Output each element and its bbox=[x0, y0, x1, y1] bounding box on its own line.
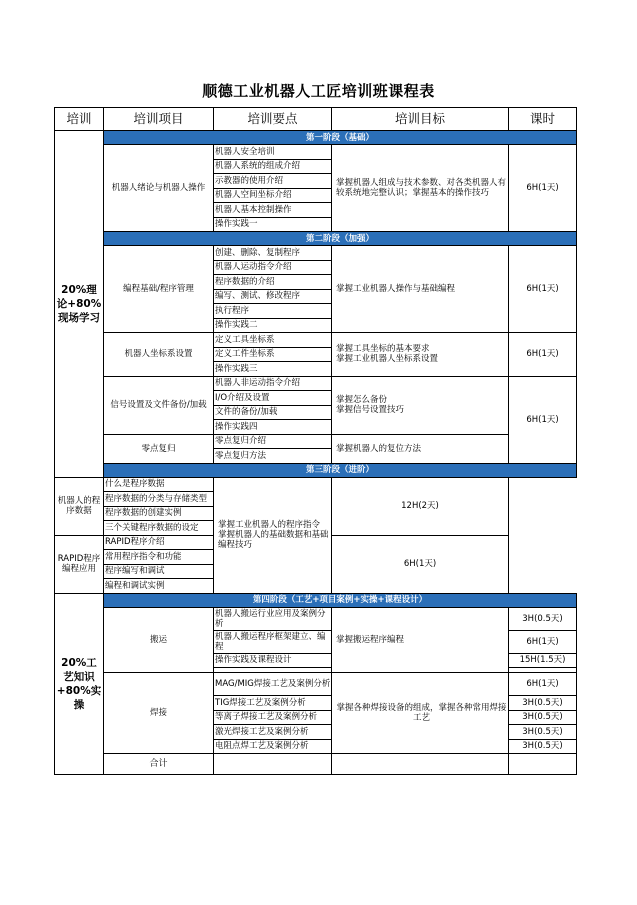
header-goal: 培训目标 bbox=[332, 108, 509, 131]
point-cell: RAPID程序介绍 bbox=[104, 535, 214, 550]
hours-cell: 12H(2天) bbox=[332, 477, 509, 535]
hours-cell: 6H(1天) bbox=[509, 673, 577, 696]
table-row bbox=[55, 376, 577, 391]
point-cell: 零点复归方法 bbox=[214, 449, 332, 464]
point-cell: 机器人运动指令介绍 bbox=[214, 260, 332, 275]
goal-cell: 掌握工具坐标的基本要求 掌握工业机器人坐标系设置 bbox=[332, 333, 509, 377]
stage-title: 第三阶段（进阶） bbox=[104, 463, 577, 477]
item-cell: 机器人的程序数据 bbox=[55, 477, 104, 535]
point-cell: 创建、删除、复制程序 bbox=[214, 246, 332, 261]
goal-cell: 掌握各种焊接设备的组成，掌握各种常用焊接工艺 bbox=[332, 673, 509, 754]
point-cell: 机器人空间坐标介绍 bbox=[214, 188, 332, 203]
point-cell: 操作实践四 bbox=[214, 420, 332, 435]
point-cell: 程序数据的分类与存储类型 bbox=[104, 492, 214, 507]
point-cell: 编程和调试实例 bbox=[104, 579, 214, 594]
item-cell: RAPID程序编程应用 bbox=[55, 535, 104, 593]
point-cell: 机器人系统的组成介绍 bbox=[214, 159, 332, 174]
point-cell: MAG/MIG焊接工艺及案例分析 bbox=[214, 673, 332, 696]
hours-cell: 6H(1天) bbox=[509, 145, 577, 232]
table-row bbox=[55, 246, 577, 261]
total-row bbox=[55, 754, 577, 775]
table-header-row bbox=[55, 108, 577, 131]
goal-cell: 掌握工业机器人的程序指令 掌握机器人的基础数据和基础编程技巧 bbox=[214, 477, 332, 593]
point-cell: 定义工件坐标系 bbox=[214, 347, 332, 362]
table-row bbox=[55, 434, 577, 449]
empty-cell bbox=[332, 754, 509, 775]
point-cell: 等离子焊接工艺及案例分析 bbox=[214, 710, 332, 725]
table-row bbox=[55, 477, 577, 492]
point-cell: 程序数据的创建实例 bbox=[104, 506, 214, 521]
goal-cell: 掌握机器人组成与技术参数、对各类机器人有较系统地完整认识；掌握基本的操作技巧 bbox=[332, 145, 509, 232]
point-cell: 三个关键程序数据的设定 bbox=[104, 521, 214, 536]
stage-title: 第四阶段（工艺+项目案例+实操+课程设计） bbox=[104, 593, 577, 607]
stage-row bbox=[55, 131, 577, 145]
item-cell: 编程基础/程序管理 bbox=[104, 246, 214, 333]
point-cell: 示教器的使用介绍 bbox=[214, 174, 332, 189]
point-cell: 操作实践一 bbox=[214, 217, 332, 232]
item-cell: 信号设置及文件备份/加载 bbox=[104, 376, 214, 434]
hours-cell: 15H(1.5天) bbox=[509, 653, 577, 668]
stage-row bbox=[55, 232, 577, 246]
hours-cell: 3H(0.5天) bbox=[509, 607, 577, 630]
hours-cell: 3H(0.5天) bbox=[509, 710, 577, 725]
goal-cell: 掌握机器人的复位方法 bbox=[332, 434, 509, 463]
point-cell: I/O介绍及设置 bbox=[214, 391, 332, 406]
hours-cell: 6H(1天) bbox=[332, 535, 509, 593]
stage-title: 第二阶段（加强） bbox=[104, 232, 577, 246]
hours-cell: 6H(1天) bbox=[509, 630, 577, 653]
item-cell: 焊接 bbox=[104, 673, 214, 754]
table-row bbox=[55, 607, 577, 630]
hours-cell: 6H(1天) bbox=[509, 333, 577, 377]
point-cell: 程序数据的介绍 bbox=[214, 275, 332, 290]
goal-cell: 掌握搬运程序编程 bbox=[332, 607, 509, 673]
header-hours: 课时 bbox=[509, 108, 577, 131]
goal-cell: 掌握怎么备份 掌握信号设置技巧 bbox=[332, 376, 509, 434]
hours-cell: 3H(0.5天) bbox=[509, 725, 577, 740]
header-item: 培训项目 bbox=[104, 108, 214, 131]
point-cell: 执行程序 bbox=[214, 304, 332, 319]
course-table bbox=[54, 107, 577, 775]
item-cell: 搬运 bbox=[104, 607, 214, 673]
point-cell: 机器人搬运行业应用及案例分析 bbox=[214, 607, 332, 630]
point-cell: 机器人非运动指令介绍 bbox=[214, 376, 332, 391]
stage-title: 第一阶段（基础） bbox=[104, 131, 577, 145]
point-cell: 程序编写和调试 bbox=[104, 564, 214, 579]
point-cell: 机器人安全培训 bbox=[214, 145, 332, 160]
point-cell: 机器人搬运程序框架建立、编程 bbox=[214, 630, 332, 653]
point-cell: 操作实践三 bbox=[214, 362, 332, 377]
point-cell: 操作实践二 bbox=[214, 318, 332, 333]
point-cell: 操作实践及课程设计 bbox=[214, 653, 332, 668]
item-cell: 机器人绪论与机器人操作 bbox=[104, 145, 214, 232]
section-label: 20%工艺知识+80%实操 bbox=[55, 593, 104, 775]
point-cell: 定义工具坐标系 bbox=[214, 333, 332, 348]
point-cell: 电阻点焊工艺及案例分析 bbox=[214, 739, 332, 754]
stage-row bbox=[55, 593, 577, 607]
page-title: 顺德工业机器人工匠培训班课程表 bbox=[202, 82, 435, 100]
header-points: 培训要点 bbox=[214, 108, 332, 131]
item-cell: 零点复归 bbox=[104, 434, 214, 463]
hours-cell: 6H(1天) bbox=[509, 376, 577, 463]
table-row bbox=[55, 673, 577, 696]
point-cell: TIG焊接工艺及案例分析 bbox=[214, 696, 332, 711]
hours-cell: 3H(0.5天) bbox=[509, 739, 577, 754]
empty-cell bbox=[214, 754, 332, 775]
stage-row bbox=[55, 463, 577, 477]
goal-cell: 掌握工业机器人操作与基础编程 bbox=[332, 246, 509, 333]
table-row bbox=[55, 333, 577, 348]
point-cell: 机器人基本控制操作 bbox=[214, 203, 332, 218]
point-cell: 文件的备份/加载 bbox=[214, 405, 332, 420]
table-row bbox=[55, 145, 577, 160]
hours-cell: 3H(0.5天) bbox=[509, 696, 577, 711]
point-cell: 激光焊接工艺及案例分析 bbox=[214, 725, 332, 740]
point-cell: 零点复归介绍 bbox=[214, 434, 332, 449]
item-cell: 机器人坐标系设置 bbox=[104, 333, 214, 377]
header-section: 培训 bbox=[55, 108, 104, 131]
point-cell: 常用程序指令和功能 bbox=[104, 550, 214, 565]
total-label: 合计 bbox=[104, 754, 214, 775]
point-cell: 什么是程序数据 bbox=[104, 477, 214, 492]
empty-cell bbox=[509, 754, 577, 775]
point-cell: 编写、测试、修改程序 bbox=[214, 289, 332, 304]
hours-cell: 6H(1天) bbox=[509, 246, 577, 333]
section-label: 20%理论+80%现场学习 bbox=[55, 131, 104, 478]
